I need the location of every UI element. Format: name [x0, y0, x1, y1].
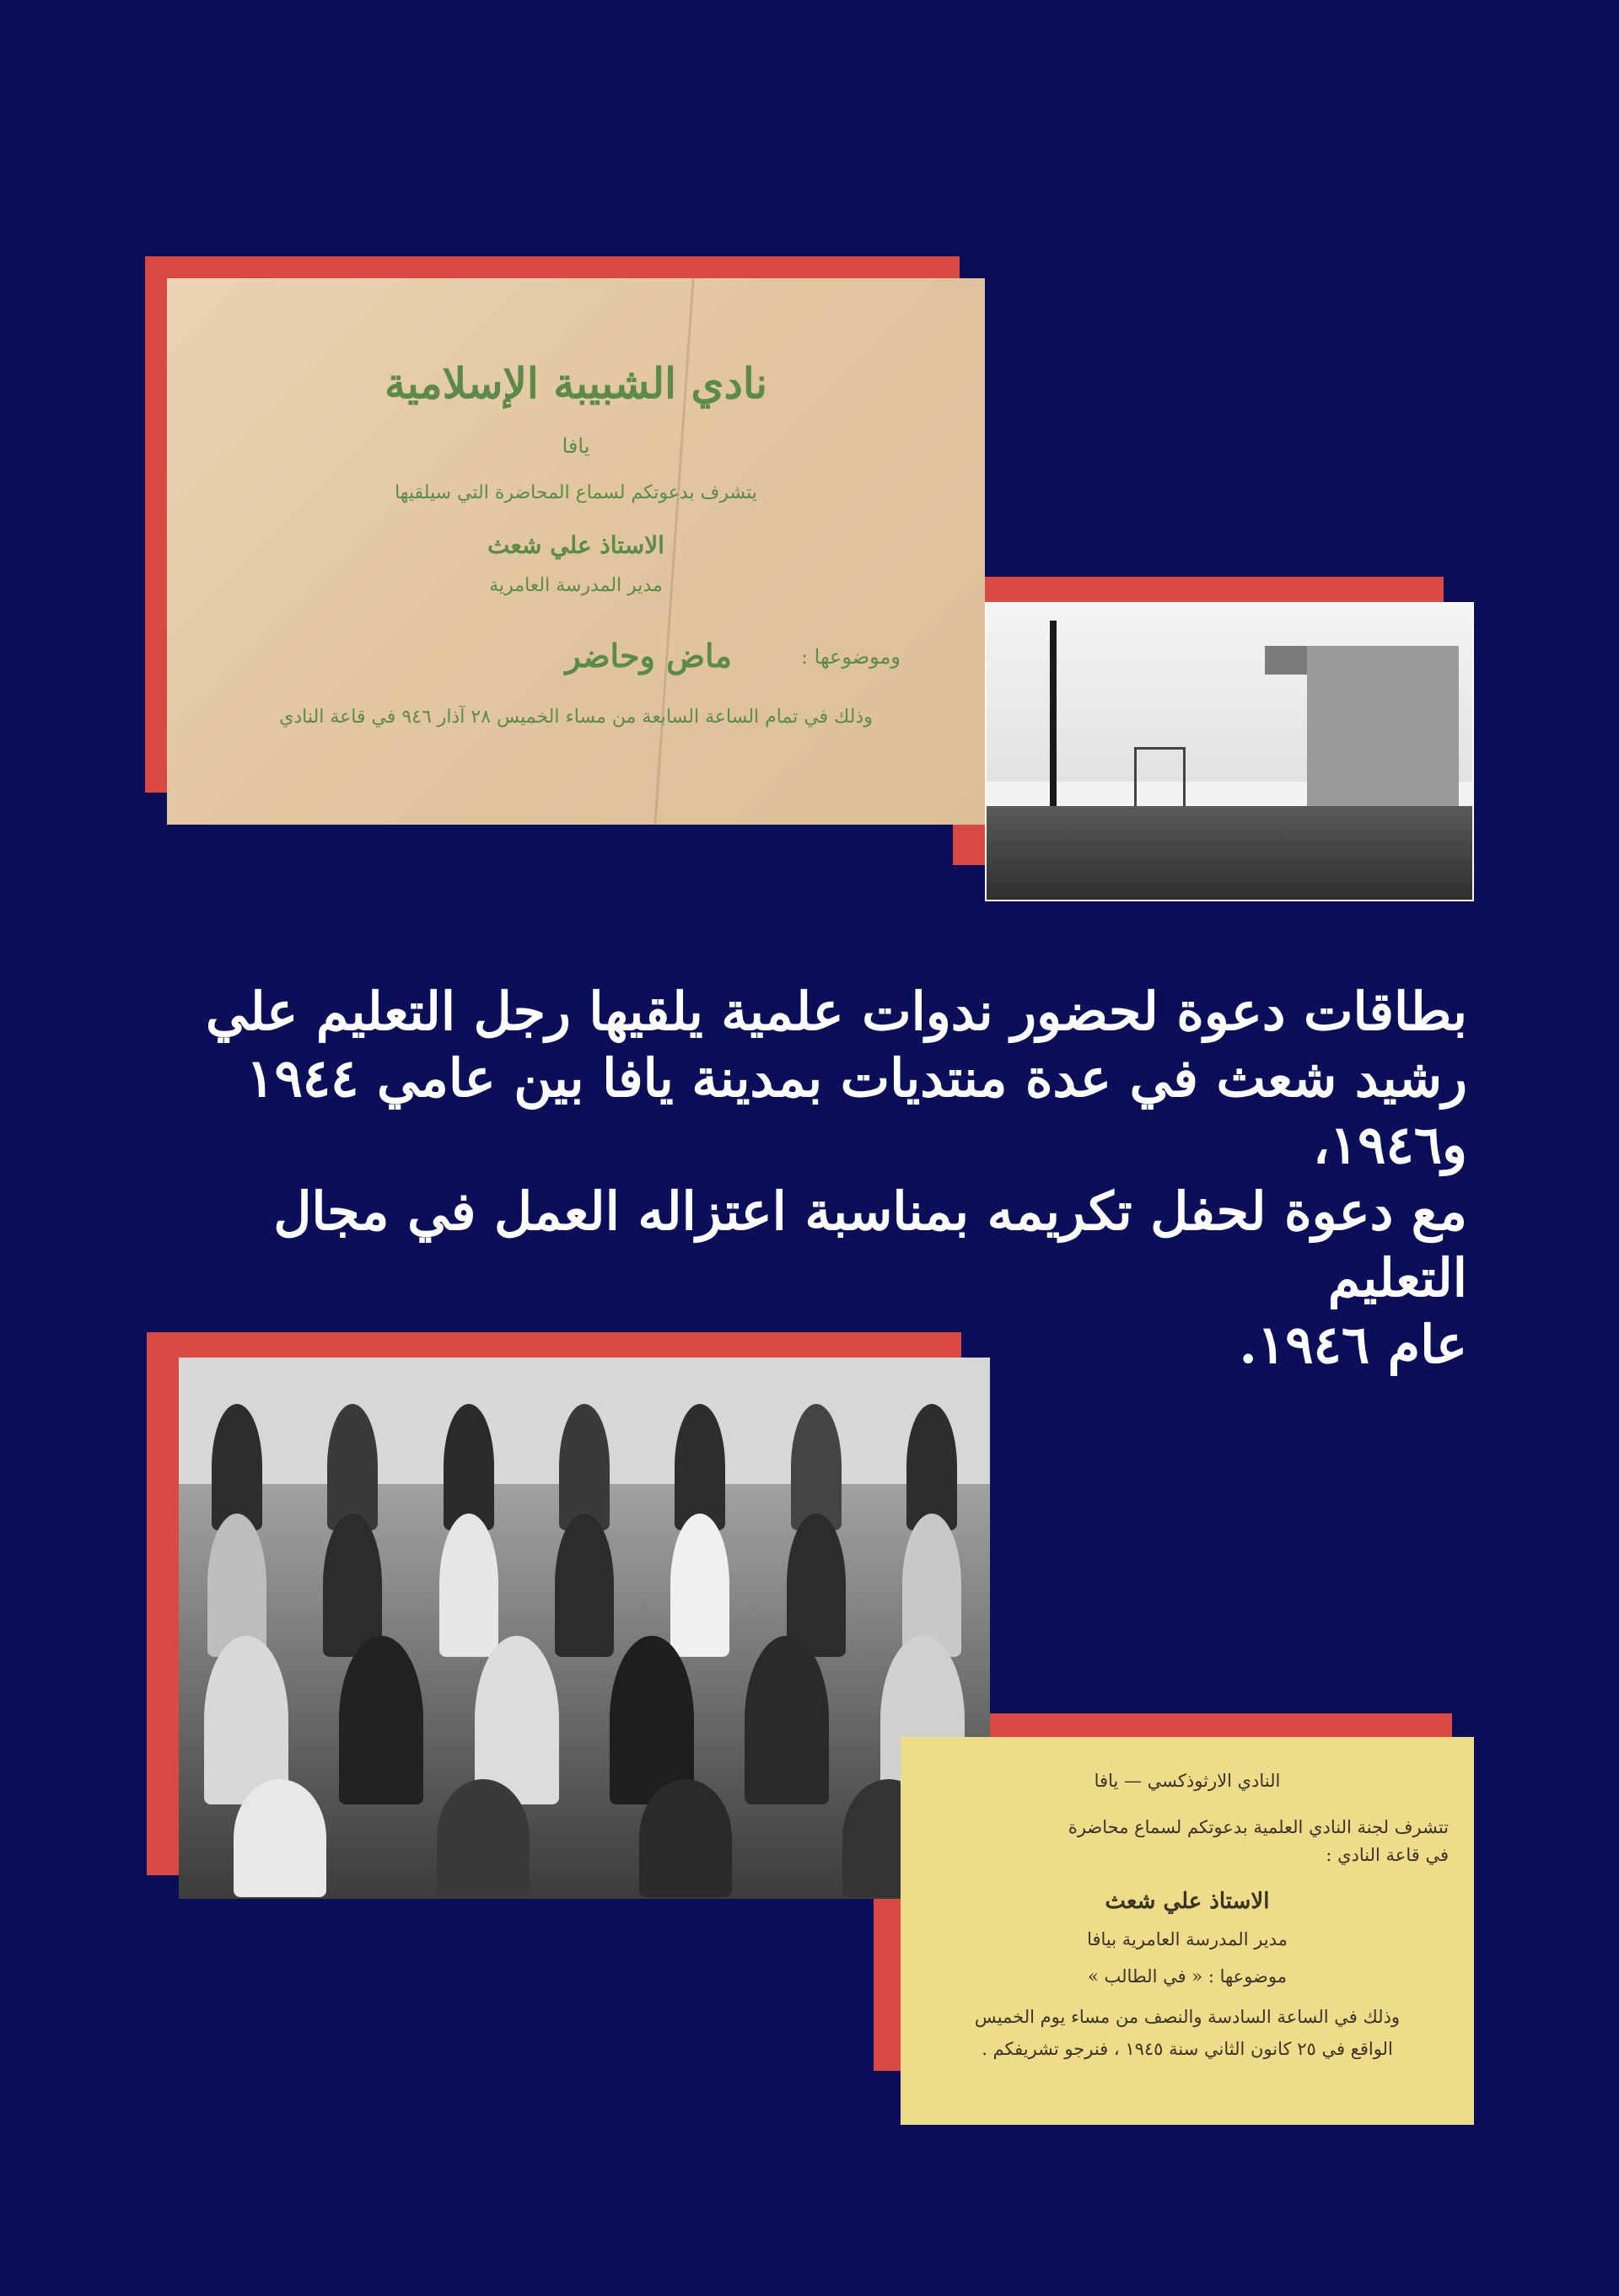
person	[906, 1404, 957, 1530]
caption-line: رشيد شعث في عدة منتديات بمدينة يافا بين عامي ١٩٤٤ و١٩٤٦،	[246, 1047, 1467, 1175]
person	[437, 1779, 530, 1897]
invitation2-speaker: الاستاذ علي شعث	[1105, 1889, 1270, 1914]
invitation-card-orthodox-club	[901, 1737, 1474, 2125]
invitation-topic: ماض وحاضر	[565, 637, 732, 675]
person	[559, 1404, 610, 1530]
invitation-speaker: الاستاذ علي شعث	[487, 531, 664, 559]
photo-lecture-building	[985, 602, 1474, 901]
invitation2-venue: في قاعة النادي :	[1326, 1845, 1449, 1865]
photo-back-row	[179, 1404, 990, 1530]
invitation-invite-line: يتشرف بدعوتكم لسماع المحاضرة التي سيلقيها	[395, 482, 757, 503]
invitation-card-youth-club	[167, 278, 985, 825]
person	[675, 1404, 725, 1530]
caption-line: بطاقات دعوة لحضور ندوات علمية يلقيها رجل التعليم علي	[206, 981, 1467, 1042]
caption-text	[169, 978, 1467, 1378]
person	[212, 1404, 262, 1530]
invitation2-club-name: النادي الارثوذكسي — يافا	[1094, 1771, 1281, 1791]
invitation-footer: وذلك في تمام الساعة السابعة من مساء الخميس ٢٨ آذار ٩٤٦ في قاعة النادي	[279, 707, 873, 728]
photo-audience	[987, 806, 1472, 901]
photo-group-portrait	[179, 1358, 990, 1899]
caption-line: مع دعوة لحفل تكريمه بمناسبة اعتزاله العمل في مجال التعليم	[273, 1180, 1467, 1309]
person	[234, 1779, 326, 1897]
invitation-city: يافا	[562, 434, 590, 458]
photo-building	[1307, 646, 1459, 823]
invitation2-date-line: الواقع في ٢٥ كانون الثاني سنة ١٩٤٥ ، فنرجو تشريفكم .	[982, 2039, 1393, 2059]
invitation2-invite-line: تتشرف لجنة النادي العلمية بدعوتكم لسماع محاضرة	[1068, 1817, 1449, 1837]
person	[444, 1404, 494, 1530]
photo-front-row	[179, 1779, 990, 1897]
person	[791, 1404, 842, 1530]
invitation-topic-label: وموضوعها :	[800, 645, 901, 669]
caption-line: عام ١٩٤٦.	[1239, 1314, 1467, 1375]
invitation2-topic: موضوعها : « في الطالب »	[1088, 1966, 1287, 1987]
invitation-speaker-role: مدير المدرسة العامرية	[489, 575, 663, 596]
person	[639, 1779, 732, 1897]
person	[327, 1404, 378, 1530]
invitation2-speaker-role: مدير المدرسة العامرية بيافا	[1087, 1929, 1288, 1949]
invitation2-time-line: وذلك في الساعة السادسة والنصف من مساء يوم الخميس	[974, 2007, 1401, 2027]
invitation-club-name: نادي الشبيبة الإسلامية	[385, 358, 767, 408]
